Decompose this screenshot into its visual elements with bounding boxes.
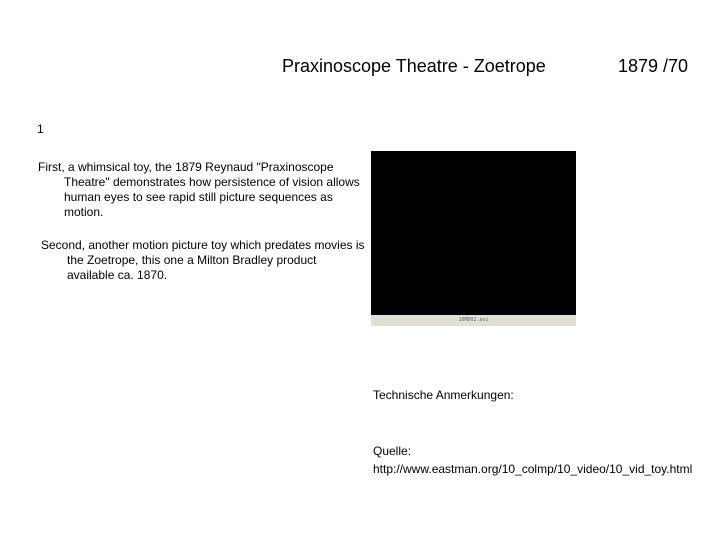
embedded-video[interactable] (371, 151, 576, 326)
slide-year: 1879 /70 (618, 56, 689, 76)
paragraph-zoetrope: Second, another motion picture toy which predates movies is the Zoetrope, this one a Milton Bradley product available ca. 1870. (41, 238, 365, 282)
source-url-link[interactable]: http://www.eastman.org/10_colmp/10_video/10_vid_toy.html (373, 462, 693, 476)
source-label: Quelle: (373, 444, 412, 458)
paragraph-praxinoscope: First, a whimsical toy, the 1879 Reynaud "Praxinoscope Theatre" demonstrates how persistence of vision allows human eyes to see rapid still picture sequences as motion. (38, 160, 360, 219)
video-filename: 10MD02.avi (371, 315, 576, 326)
slide-title: Praxinoscope Theatre - Zoetrope (282, 56, 546, 76)
slide-number: 1 (37, 122, 44, 136)
technical-notes-label: Technische Anmerkungen: (373, 388, 514, 402)
video-screen[interactable] (371, 151, 576, 315)
